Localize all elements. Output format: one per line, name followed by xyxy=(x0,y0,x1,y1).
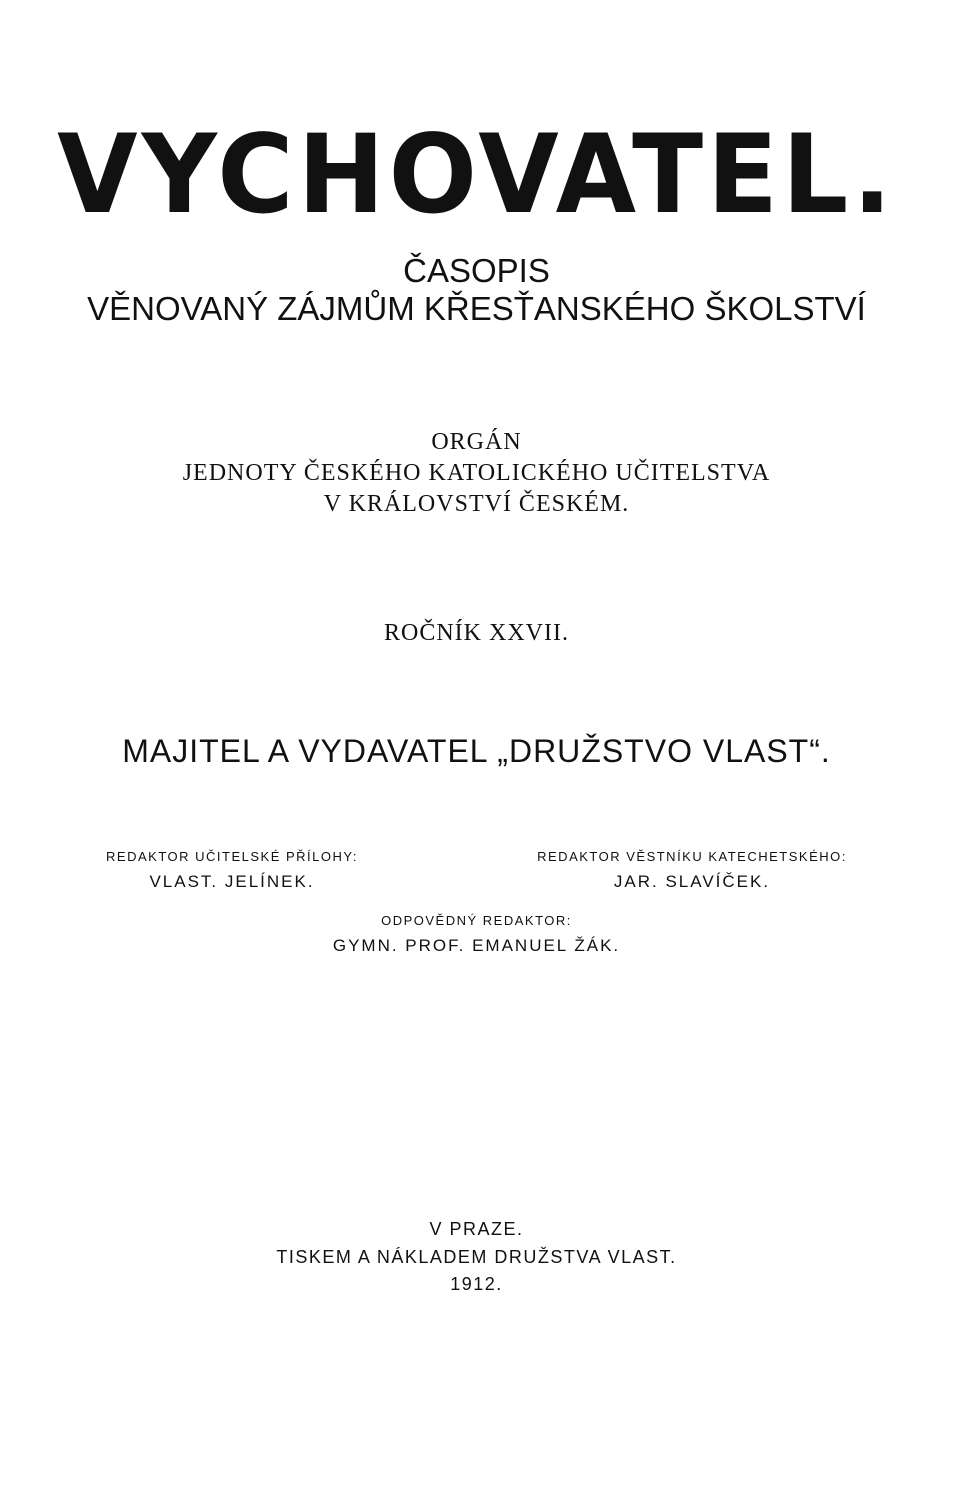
editor-supplement xyxy=(88,850,376,890)
editor-responsible-role: ODPOVĚDNÝ REDAKTOR: xyxy=(381,913,572,928)
editor-catechetical-name: JAR. SLAVÍČEK. xyxy=(613,872,771,891)
journal-title: VYCHOVATEL. xyxy=(57,109,896,239)
owner-publisher: MAJITEL A VYDAVATEL „DRUŽSTVO VLAST“. xyxy=(122,733,831,769)
editor-supplement-role: REDAKTOR UČITELSKÉ PŘÍLOHY: xyxy=(106,849,358,864)
editor-responsible-name: GYMN. PROF. EMANUEL ŽÁK. xyxy=(332,936,621,955)
editor-catechetical xyxy=(512,850,872,890)
organ-kingdom: V KRÁLOVSTVÍ ČESKÉM. xyxy=(323,491,630,517)
imprint-year: 1912. xyxy=(450,1274,503,1294)
imprint-printer: TISKEM A NÁKLADEM DRUŽSTVA VLAST. xyxy=(276,1247,677,1267)
subtitle-casopis: ČASOPIS xyxy=(403,252,550,289)
editor-catechetical-role: REDAKTOR VĚSTNÍKU KATECHETSKÉHO: xyxy=(537,849,847,864)
organ-label: ORGÁN xyxy=(431,429,522,455)
editor-supplement-name: VLAST. JELÍNEK. xyxy=(149,872,315,891)
subtitle-dedication: VĚNOVANÝ ZÁJMŮM KŘESŤANSKÉHO ŠKOLSTVÍ xyxy=(87,290,866,327)
volume-number: ROČNÍK XXVII. xyxy=(384,620,569,646)
organ-union: JEDNOTY ČESKÉHO KATOLICKÉHO UČITELSTVA xyxy=(182,460,771,486)
editor-responsible xyxy=(0,914,953,954)
imprint-place: V PRAZE. xyxy=(429,1219,524,1239)
